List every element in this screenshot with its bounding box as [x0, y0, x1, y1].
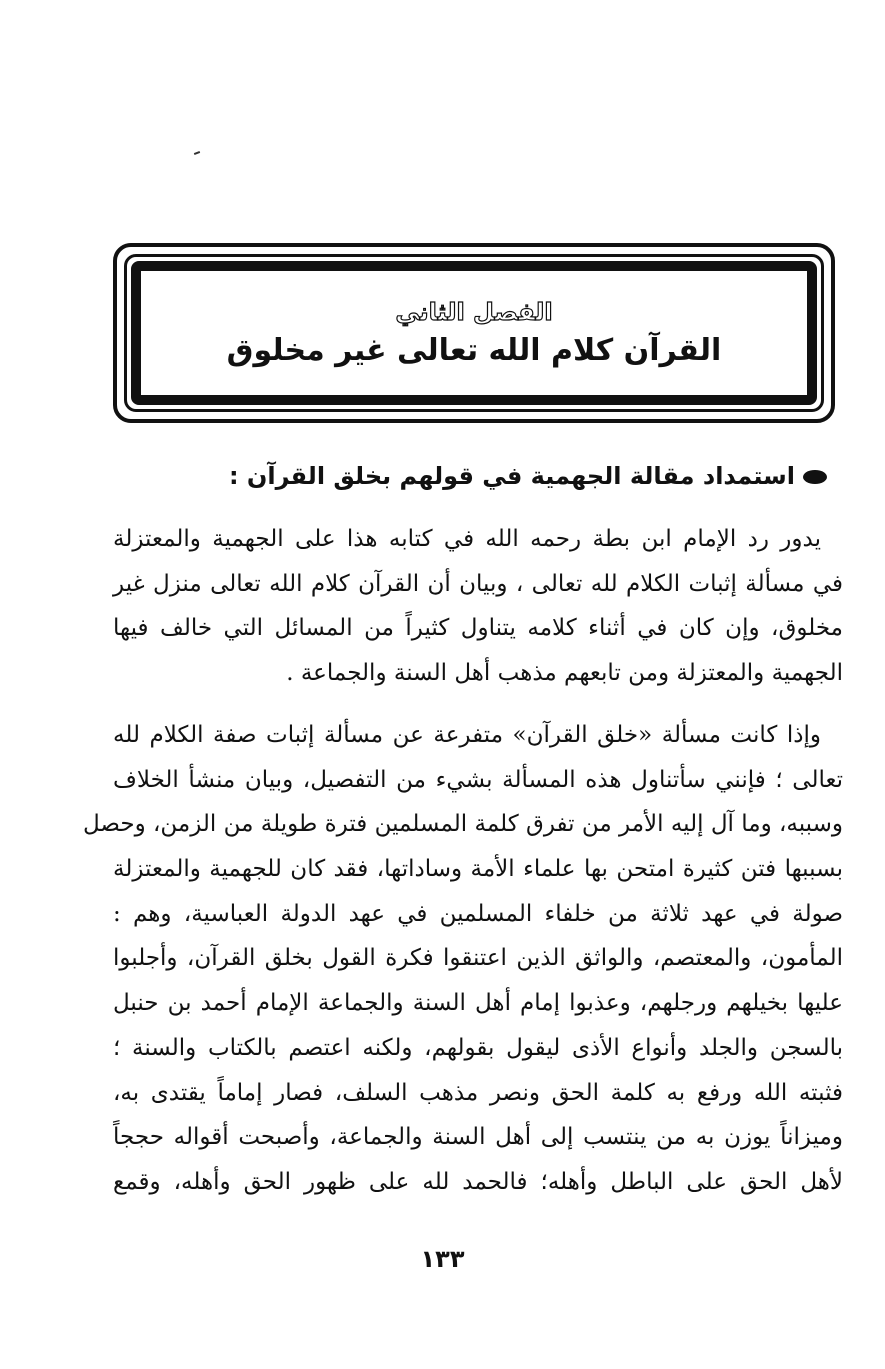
section-heading: [107, 462, 827, 491]
text-line: وسببه، وما آل إليه الأمر من تفرق كلمة المسلمين فترة طويلة من الزمن، وحصل: [82, 811, 843, 838]
scan-speck: [194, 151, 200, 155]
text-line: الجهمية والمعتزلة ومن تابعهم مذهب أهل السنة والجماعة .: [286, 660, 843, 687]
chapter-title: القرآن كلام الله تعالى غير مخلوق: [226, 333, 722, 368]
text-line: لأهل الحق على الباطل وأهله؛ فالحمد لله على ظهور الحق وأهله، وقمع: [113, 1168, 843, 1195]
chapter-heading-frame: [113, 243, 835, 423]
text-line: في مسألة إثبات الكلام لله تعالى ، وبيان أن القرآن كلام الله تعالى منزل غير: [113, 570, 843, 597]
text-line: مخلوق، وإن كان في أثناء كلامه يتناول كثيراً من المسائل التي خالف فيها: [113, 615, 843, 642]
text-line: بسببها فتن كثيرة امتحن بها علماء الأمة وساداتها، فقد كان للجهمية والمعتزلة: [113, 856, 843, 883]
chapter-label: الفصل الثاني: [395, 298, 553, 326]
text-line: عليها بخيلهم ورجلهم، وعذبوا إمام أهل السنة والجماعة الإمام أحمد بن حنبل: [113, 990, 843, 1017]
text-line: صولة في عهد ثلاثة من خلفاء المسلمين في عهد الدولة العباسية، وهم :: [113, 900, 843, 927]
text-line: وإذا كانت مسألة «خلق القرآن» متفرعة عن مسألة إثبات صفة الكلام لله: [113, 722, 821, 748]
bullet-icon: [803, 470, 827, 484]
paragraph-2: [82, 713, 843, 1205]
text-line: فثبته الله ورفع به كلمة الحق ونصر مذهب السلف، فصار إماماً يقتدى به،: [113, 1079, 843, 1106]
paragraph-1: [113, 517, 843, 696]
text-line: بالسجن والجلد وأنواع الأذى ليقول بقولهم، ولكنه اعتصم بالكتاب والسنة ؛: [113, 1034, 843, 1061]
text-line: وميزاناً يوزن به من ينتسب إلى أهل السنة والجماعة، وأصبحت أقواله حججاً: [113, 1124, 843, 1151]
page-number: ١٣٣: [420, 1245, 465, 1273]
text-line: المأمون، والمعتصم، والواثق الذين اعتنقوا فكرة القول بخلق القرآن، وأجلبوا: [113, 945, 843, 972]
text-line: تعالى ؛ فإنني سأتناول هذه المسألة بشيء من التفصيل، وبيان منشأ الخلاف: [113, 766, 843, 793]
text-line: يدور رد الإمام ابن بطة رحمه الله في كتابه هذا على الجهمية والمعتزلة: [113, 526, 821, 552]
section-heading-text: استمداد مقالة الجهمية في قولهم بخلق القرآن :: [228, 462, 795, 490]
